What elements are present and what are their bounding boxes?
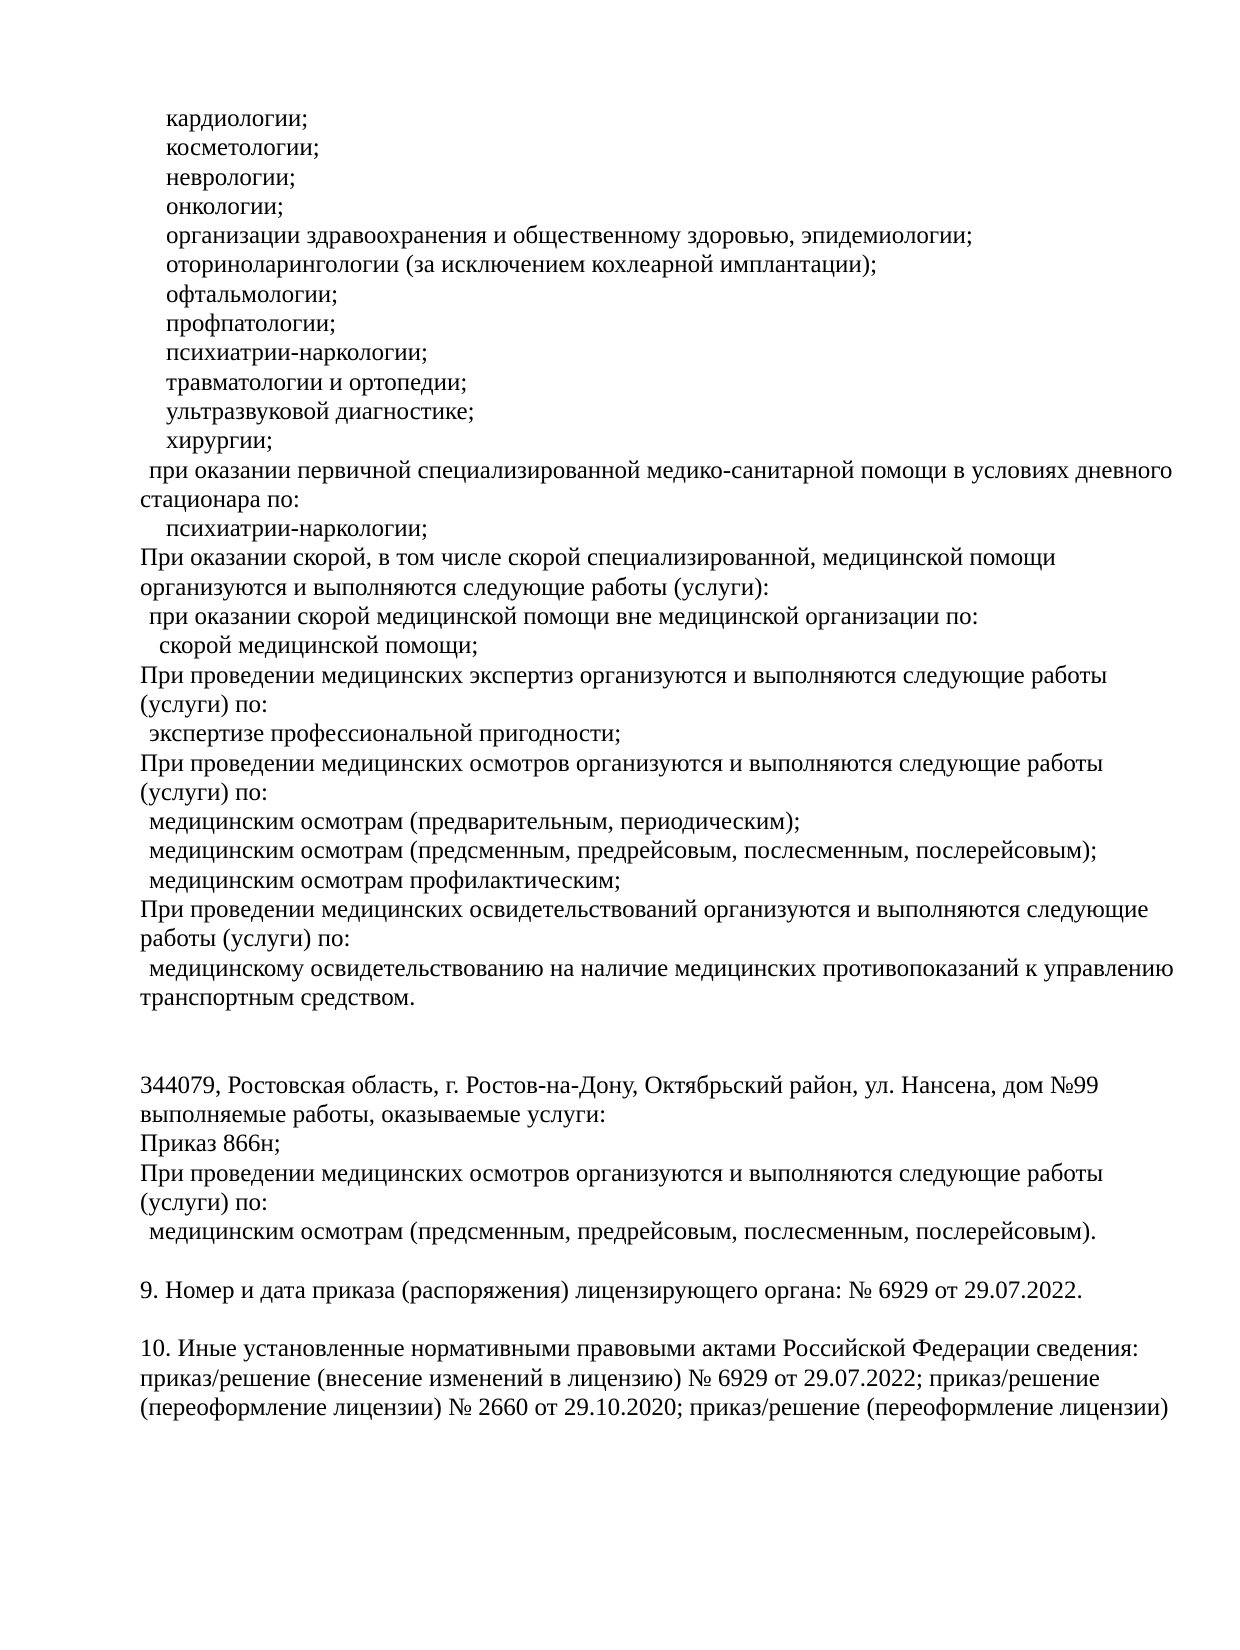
text-line: работы (услуги) по: (140, 925, 351, 953)
text-line (140, 1042, 1200, 1071)
text-line: медицинским осмотрам (предварительным, периодическим); (149, 808, 801, 836)
text-line: При проведении медицинских экспертиз организуются и выполняются следующие работы (140, 661, 1108, 689)
text-line: Приказ 866н; (140, 1130, 281, 1158)
text-line: (услуги) по: (140, 778, 268, 806)
text-line: медицинским осмотрам профилактическим; (149, 866, 621, 894)
text-line: косметологии; (166, 134, 320, 162)
text-line: при оказании первичной специализированной медико-санитарной помощи в условиях дневного (149, 456, 1173, 484)
text-line: организации здравоохранения и общественному здоровью, эпидемиологии; (166, 222, 973, 250)
text-line: психиатрии-наркологии; (166, 515, 428, 543)
document-page (140, 104, 1200, 1422)
text-line: 9. Номер и дата приказа (распоряжения) лицензирующего органа: № 6929 от 29.07.2022. (140, 1276, 1083, 1304)
text-line: неврологии; (166, 163, 296, 191)
text-line: ультразвуковой диагностике; (166, 397, 475, 425)
text-line: медицинским осмотрам (предсменным, предрейсовым, послесменным, послерейсовым). (149, 1218, 1097, 1246)
text-line (140, 1247, 1200, 1276)
text-line (140, 1305, 1200, 1334)
text-line: онкологии; (166, 192, 284, 220)
text-line: при оказании скорой медицинской помощи вне медицинской организации по: (149, 603, 979, 631)
text-line: транспортным средством. (140, 983, 416, 1011)
text-line: хирургии; (166, 427, 274, 455)
text-line: медицинскому освидетельствованию на наличие медицинских противопоказаний к управлению (149, 954, 1174, 982)
text-line: профпатологии; (166, 310, 337, 338)
text-line: офтальмологии; (166, 280, 339, 308)
text-line: травматологии и ортопедии; (166, 368, 468, 396)
text-line: стационара по: (140, 485, 300, 513)
text-line: 344079, Ростовская область, г. Ростов-на-Дону, Октябрьский район, ул. Нансена, дом №99 (140, 1071, 1099, 1099)
text-line: При проведении медицинских освидетельствований организуются и выполняются следующие (140, 896, 1149, 924)
text-line: (переоформление лицензии) № 2660 от 29.10.2020; приказ/решение (переоформление лицензии) (140, 1394, 1169, 1422)
text-line: При оказании скорой, в том числе скорой специализированной, медицинской помощи (140, 544, 1056, 572)
text-line: (услуги) по: (140, 690, 268, 718)
text-line: 10. Иные установленные нормативными правовыми актами Российской Федерации сведения: (140, 1335, 1139, 1363)
text-line: экспертизе профессиональной пригодности; (149, 720, 622, 748)
text-line: скорой медицинской помощи; (159, 632, 479, 660)
text-line: кардиологии; (166, 105, 309, 132)
text-line: медицинским осмотрам (предсменным, предрейсовым, послесменным, послерейсовым); (149, 837, 1098, 865)
text-line: оториноларингологии (за исключением кохлеарной имплантации); (166, 251, 878, 279)
text-line (140, 1012, 1200, 1041)
text-line: организуются и выполняются следующие работы (услуги): (140, 573, 770, 601)
text-line: психиатрии-наркологии; (166, 339, 428, 367)
text-line: приказ/решение (внесение изменений в лицензию) № 6929 от 29.07.2022; приказ/решение (140, 1364, 1100, 1392)
text-line: выполняемые работы, оказываемые услуги: (140, 1101, 607, 1129)
text-line: (услуги) по: (140, 1188, 268, 1216)
text-line: При проведении медицинских осмотров организуются и выполняются следующие работы (140, 749, 1104, 777)
text-line: При проведении медицинских осмотров организуются и выполняются следующие работы (140, 1159, 1104, 1187)
